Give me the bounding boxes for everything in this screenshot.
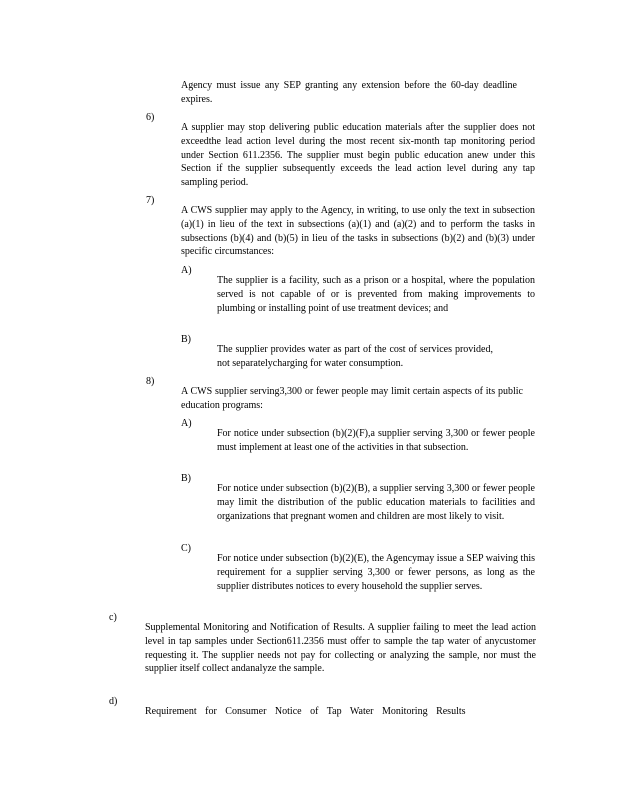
subsection-marker: d) [109, 696, 118, 707]
item-marker: 8) [146, 376, 155, 387]
item-text: A CWS supplier may apply to the Agency, in writing, to use only the text in subsection (a)(1) in lieu of the text in subsections (a)(1) and (a)(2) and to perform the tasks in subsections (b)(4) and (b)(5) in lieu of the tasks in subsections (b)(2) and (b)(3) under specific circumstances: [181, 205, 535, 258]
subitem-marker: A) [181, 418, 192, 429]
subitem-text: For notice under subsection (b)(2)(F),a supplier serving 3,300 or fewer people must implement at least one of the activities in that subsection. [217, 428, 535, 453]
subsection-text: Supplemental Monitoring and Notification of Results. A supplier failing to meet the lead action level in tap samples under Section611.2356 must offer to sample the tap water of anycustomer requesting it. The supplier needs not pay for collecting or analyzing the sample, nor must the supplier itself collect andanalyze the sample. [145, 622, 536, 675]
subitem-text: For notice under subsection (b)(2)(B), a supplier serving 3,300 or fewer people may limit the distribution of the public education materials to facilities and organizations that pregnant women and children are most likely to visit. [217, 483, 535, 522]
item-marker: 7) [146, 195, 155, 206]
paragraph-text: Agency must issue any SEP granting any extension before the 60-day deadline expires. [181, 80, 517, 105]
item-text: A CWS supplier serving3,300 or fewer people may limit certain aspects of its public education programs: [181, 386, 523, 411]
subitem-marker: C) [181, 543, 191, 554]
subitem-text: For notice under subsection (b)(2)(E), the Agencymay issue a SEP waiving this requirement for a supplier serving 3,300 or fewer persons, as long as the supplier distributes notices to every household the supplier serves. [217, 553, 535, 592]
item-marker: 6) [146, 112, 155, 123]
subitem-marker: A) [181, 265, 192, 276]
subitem-text: The supplier provides water as part of the cost of services provided, not separatelycharging for water consumption. [217, 344, 493, 369]
item-text: A supplier may stop delivering public education materials after the supplier does not exceedthe lead action level during the most recent six-month tap monitoring period under Section 611.2356. The supplier must begin public education anew under this Section if the supplier subsequently exceeds the lead action level during any tap sampling period. [181, 122, 535, 189]
subsection-marker: c) [109, 612, 117, 623]
subitem-text: The supplier is a facility, such as a prison or a hospital, where the population served is not capable of or is prevented from making improvements to plumbing or installing point of use treatment devices; and [217, 275, 535, 314]
intro-continuation [181, 69, 517, 117]
subsection-heading: Requirement for Consumer Notice of Tap Water Monitoring Results [145, 706, 466, 717]
subitem-marker: B) [181, 473, 191, 484]
subitem-marker: B) [181, 334, 191, 345]
